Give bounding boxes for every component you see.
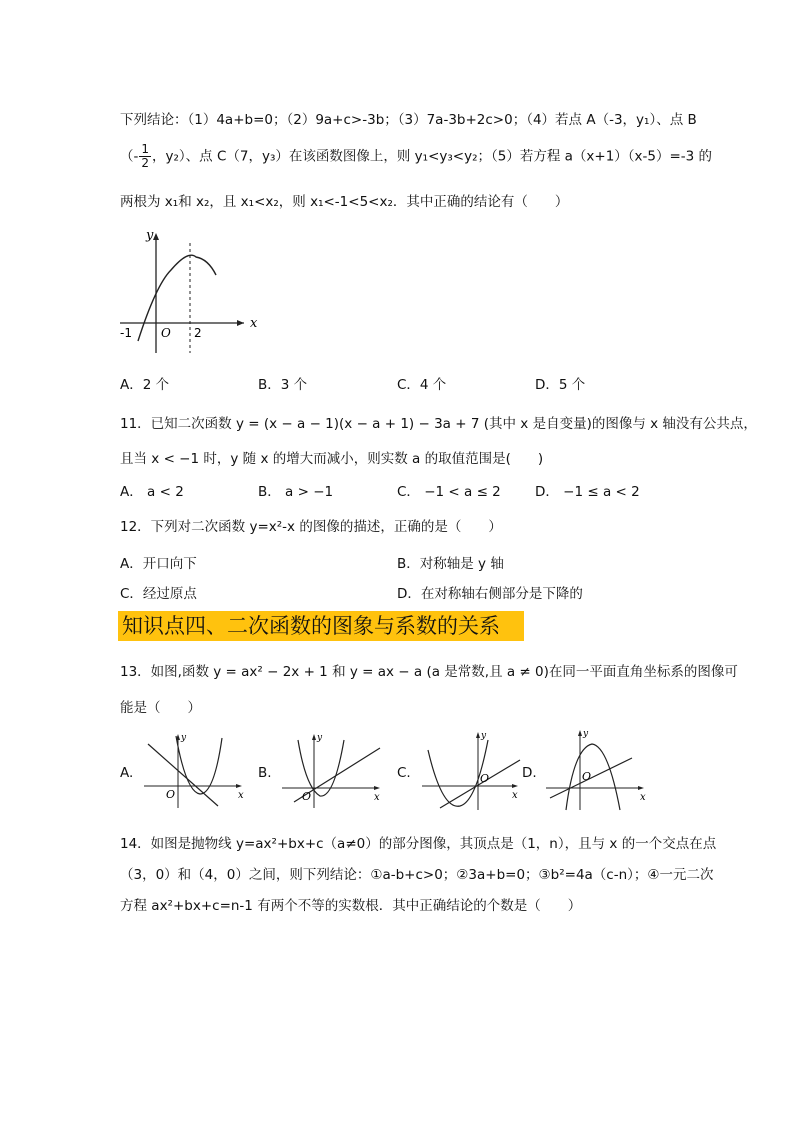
q12-option-b: B．对称轴是 y 轴 [397, 556, 504, 572]
q10-option-c: C．4 个 [397, 377, 447, 393]
q11-option-a: A． a < 2 [120, 484, 184, 500]
q14-line1: 14．如图是抛物线 y=ax²+bx+c（a≠0）的部分图像，其顶点是（1，n），且与 x 的一个交点在点 [120, 836, 717, 852]
y-axis-arrow-icon [476, 732, 480, 738]
parabola-curve [428, 740, 488, 806]
y-axis-arrow-icon [578, 730, 582, 736]
y-axis-arrow-icon [153, 233, 159, 240]
q10-line3: 两根为 x₁和 x₂，且 x₁<x₂，则 x₁<-1<5<x₂．其中正确的结论有（ ） [120, 194, 569, 210]
x-axis-label: x [640, 792, 646, 803]
q10-parabola-graph [116, 225, 264, 359]
straight-line [148, 744, 218, 806]
x-axis-label: x [374, 792, 380, 803]
q13-line1: 13．如图,函数 y = ax² − 2x + 1 和 y = ax − a (a 是常数,且 a ≠ 0)在同一平面直角坐标系的图像可 [120, 664, 738, 680]
q12-option-d: D．在对称轴右侧部分是下降的 [397, 586, 583, 602]
x-axis-arrow-icon [236, 784, 242, 788]
fraction-one-half [139, 143, 151, 170]
q10-option-b: B．3 个 [258, 377, 308, 393]
q11-line1: 11．已知二次函数 y = (x − a − 1)(x − a + 1) − 3a + 7 (其中 x 是自变量)的图像与 x 轴没有公共点， [120, 416, 757, 432]
q11-option-b: B． a > −1 [258, 484, 334, 500]
parabola-curve [176, 736, 222, 794]
q12-option-a: A．开口向下 [120, 556, 197, 572]
q10-option-a: A．2 个 [120, 377, 170, 393]
q13-graph-b [280, 730, 390, 810]
fraction-denominator: 2 [141, 156, 150, 170]
x-axis-arrow-icon [512, 784, 518, 788]
q12-option-c: C．经过原点 [120, 586, 197, 602]
origin-label: O [480, 772, 490, 785]
q13-label-b: B. [258, 765, 272, 781]
x-axis-arrow-icon [237, 320, 244, 326]
q10-line2-pre: （- [120, 148, 139, 165]
parabola-curve [138, 255, 216, 341]
y-axis-label: y [583, 729, 589, 739]
x-axis-arrow-icon [374, 786, 380, 790]
q12-line1: 12．下列对二次函数 y=x²-x 的图像的描述，正确的是（ ） [120, 519, 502, 535]
q10-line2 [120, 143, 712, 170]
axis-mark-label: 2 [194, 326, 202, 340]
q13-label-a: A. [120, 765, 134, 781]
origin-label: O [166, 788, 176, 801]
q10-option-d: D．5 个 [535, 377, 586, 393]
x-axis-arrow-icon [638, 786, 644, 790]
q11-line2: 且当 x < −1 时，y 随 x 的增大而减小，则实数 a 的取值范围是( ) [120, 451, 544, 467]
q13-label-d: D. [522, 765, 537, 781]
q10-line1: 下列结论：（1）4a+b=0；（2）9a+c>-3b；（3）7a-3b+2c>0；（4）若点 A（-3，y₁）、点 B [120, 112, 697, 128]
q10-line2-post: ，y₂）、点 C（7，y₃）在该函数图像上，则 y₁<y₃<y₂；（5）若方程 a（x+1）（x-5）=-3 的 [152, 148, 713, 165]
y-axis-label: y [481, 731, 487, 741]
origin-label: O [582, 770, 592, 783]
x-axis-label: x [238, 790, 244, 801]
q14-line2: （3，0）和（4，0）之间，则下列结论：①a-b+c>0；②3a+b=0；③b²=4a（c-n）；④一元二次 [120, 867, 714, 883]
section-title: 知识点四、二次函数的图象与系数的关系 [118, 611, 524, 641]
x-axis-label: x [512, 790, 518, 801]
y-axis-label: y [181, 733, 187, 743]
q13-graph-c [420, 730, 532, 812]
y-axis-arrow-icon [312, 734, 316, 740]
left-root-label: -1 [120, 326, 132, 340]
q13-label-c: C. [397, 765, 411, 781]
q13-graph-d [544, 728, 656, 812]
origin-label: O [302, 790, 312, 803]
x-axis-label: x [250, 316, 258, 331]
y-axis-label: y [317, 733, 323, 743]
q11-option-c: C． −1 < a ≤ 2 [397, 484, 501, 500]
q13-graph-a [142, 730, 254, 810]
q11-option-d: D． −1 ≤ a < 2 [535, 484, 640, 500]
q14-line3: 方程 ax²+bx+c=n-1 有两个不等的实数根．其中正确结论的个数是（ ） [120, 898, 582, 914]
y-axis-label: y [146, 228, 154, 243]
q13-line2: 能是（ ） [120, 700, 201, 716]
fraction-numerator: 1 [141, 142, 150, 156]
origin-label: O [161, 326, 171, 340]
